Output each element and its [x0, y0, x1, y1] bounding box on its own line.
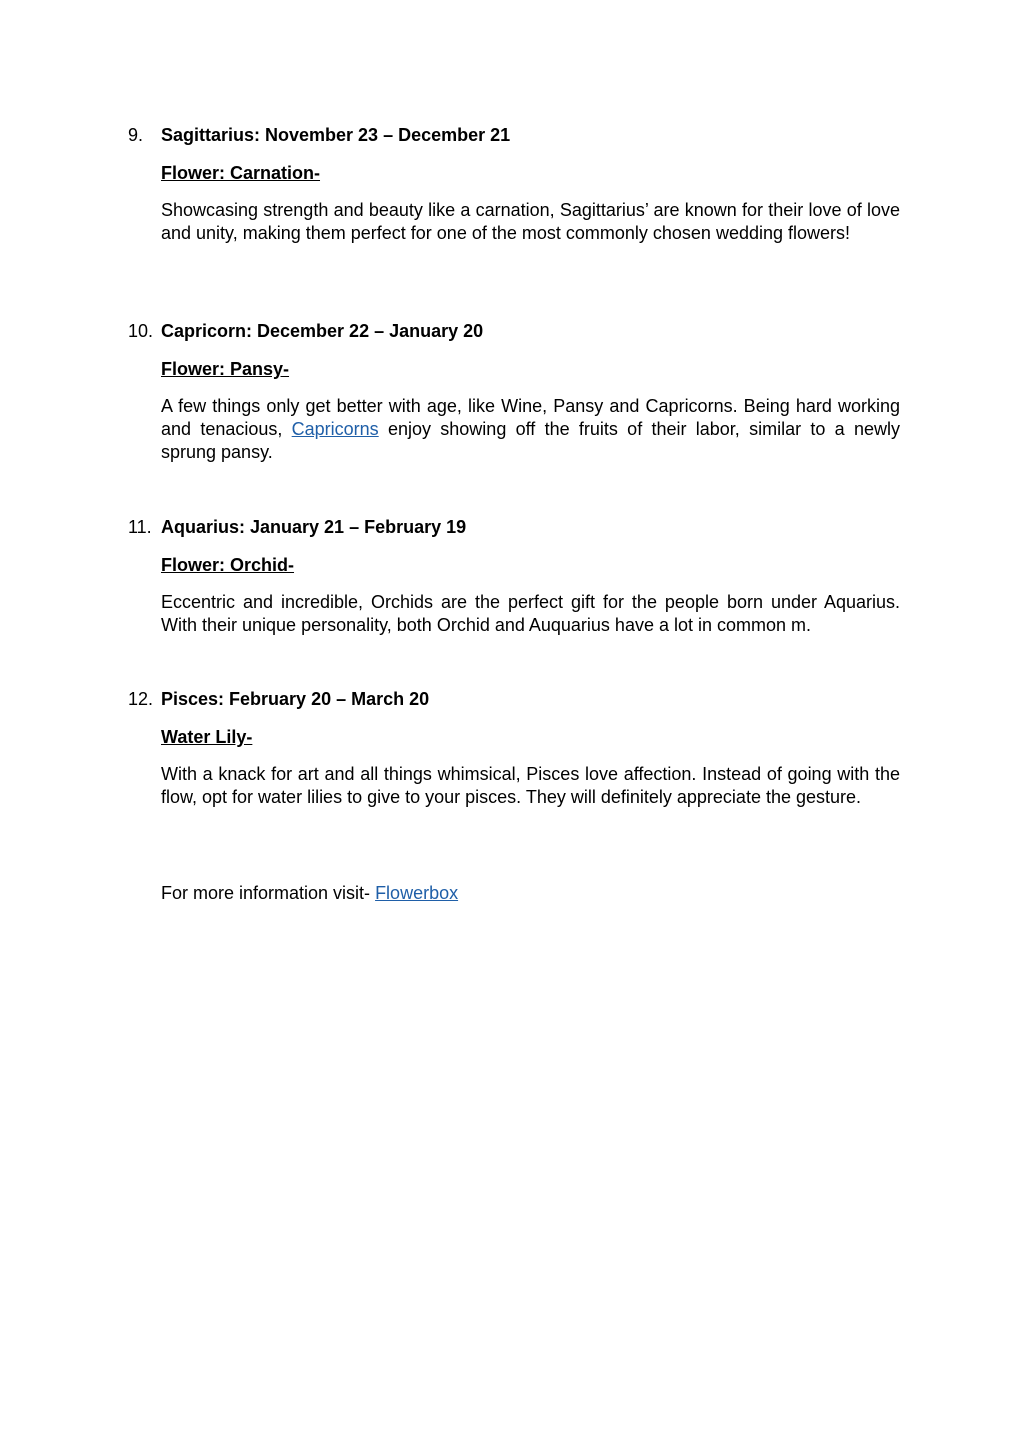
- sign-description: [161, 763, 900, 809]
- entry-content: [161, 688, 900, 809]
- description-text: Eccentric and incredible, Orchids are the perfect gift for the people born under Aquarius. With their unique personality, both Orchid and Auquarius have a lot in common m.: [161, 592, 900, 635]
- sign-heading: Sagittarius: November 23 – December 21: [161, 125, 511, 145]
- more-info-text: For more information visit-: [161, 883, 376, 903]
- description-text: Showcasing strength and beauty like a carnation, Sagittarius’ are known for their love of love and unity, making them perfect for one of the most commonly chosen wedding flowers!: [161, 200, 900, 243]
- sign-heading: Aquarius: January 21 – February 19: [161, 517, 467, 537]
- sign-heading: Capricorn: December 22 – January 20: [161, 321, 484, 341]
- flower-label: Flower: Carnation-: [161, 163, 321, 183]
- entry-content: [161, 124, 900, 245]
- flower-label: Flower: Pansy-: [161, 359, 290, 379]
- flower-label: Water Lily-: [161, 727, 253, 747]
- description-text: A few things only get better with age, like Wine, Pansy and Capricorns. Being hard working and tenacious,: [161, 396, 900, 439]
- sign-description: [161, 591, 900, 637]
- description-text-after: enjoy showing off the fruits of their labor, similar to a newly sprung pansy.: [161, 419, 900, 462]
- list-number: 12.: [128, 689, 154, 709]
- description-text: With a knack for art and all things whimsical, Pisces love affection. Instead of going with the flow, opt for water lilies to give to your pisces. They will definitely appreciate the gesture.: [161, 764, 900, 807]
- entry-content: [161, 516, 900, 637]
- list-number: 11.: [128, 517, 152, 537]
- capricorns-link[interactable]: Capricorns: [291, 419, 379, 439]
- sign-description: [161, 395, 900, 464]
- flowerbox-link[interactable]: Flowerbox: [375, 883, 459, 903]
- flower-label: Flower: Orchid-: [161, 555, 295, 575]
- list-number: 9.: [128, 125, 144, 145]
- sign-heading: Pisces: February 20 – March 20: [161, 689, 430, 709]
- list-number: 10.: [128, 321, 154, 341]
- entry-content: [161, 320, 900, 464]
- more-info-line: [161, 882, 458, 905]
- sign-description: [161, 199, 900, 245]
